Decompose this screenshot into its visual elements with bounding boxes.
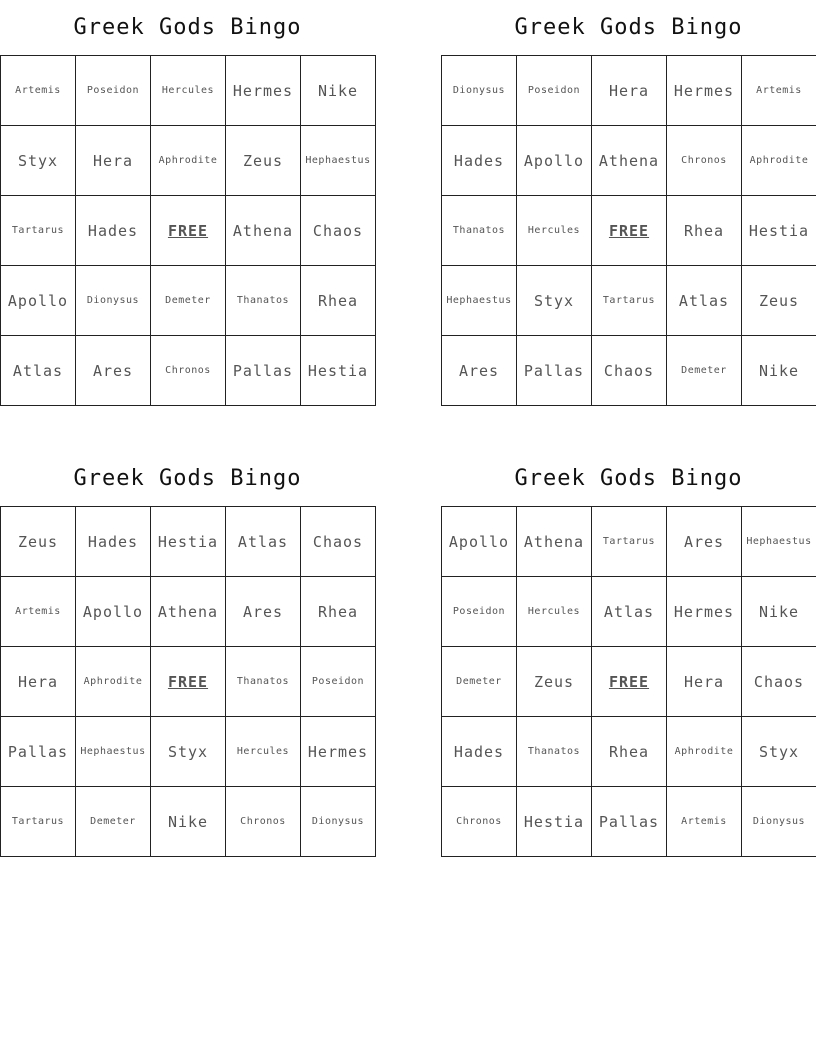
bingo-cell: Athena [592, 126, 667, 196]
bingo-cell: Atlas [667, 266, 742, 336]
bingo-cell: Demeter [442, 647, 517, 717]
bingo-cell: Chaos [742, 647, 816, 717]
card-title: Greek Gods Bingo [73, 466, 302, 491]
bingo-cell: Artemis [667, 787, 742, 857]
bingo-cell: Hera [76, 126, 151, 196]
bingo-cell: Thanatos [226, 647, 301, 717]
bingo-cell: Pallas [226, 336, 301, 406]
bingo-cell: Nike [742, 336, 816, 406]
bingo-cell: Athena [151, 577, 226, 647]
bingo-cell: Hera [592, 56, 667, 126]
bingo-cell: Hermes [667, 577, 742, 647]
bingo-cell: Rhea [301, 266, 376, 336]
bingo-cell: Chaos [301, 507, 376, 577]
bingo-row [1, 507, 376, 577]
bingo-cell: Rhea [667, 196, 742, 266]
bingo-cell: Ares [226, 577, 301, 647]
bingo-cell: Chronos [226, 787, 301, 857]
bingo-cell: Styx [517, 266, 592, 336]
free-space-cell: FREE [592, 196, 667, 266]
bingo-cell: Atlas [1, 336, 76, 406]
bingo-cell: Atlas [592, 577, 667, 647]
bingo-cell: Aphrodite [76, 647, 151, 717]
bingo-row [442, 56, 816, 126]
bingo-cell: Zeus [226, 126, 301, 196]
bingo-cell: Chronos [442, 787, 517, 857]
bingo-cell: Hestia [301, 336, 376, 406]
bingo-cell: Demeter [76, 787, 151, 857]
bingo-cell: Pallas [592, 787, 667, 857]
bingo-row [1, 717, 376, 787]
bingo-cell: Chaos [592, 336, 667, 406]
bingo-cell: Hephaestus [742, 507, 816, 577]
bingo-cell: Demeter [151, 266, 226, 336]
bingo-grid [0, 55, 376, 406]
bingo-cell: Athena [226, 196, 301, 266]
bingo-cell: Athena [517, 507, 592, 577]
bingo-cell: Tartarus [592, 507, 667, 577]
bingo-cell: Nike [742, 577, 816, 647]
bingo-cell: Zeus [517, 647, 592, 717]
bingo-cell: Zeus [1, 507, 76, 577]
card-title: Greek Gods Bingo [73, 15, 302, 40]
bingo-row [442, 717, 816, 787]
bingo-row [1, 56, 376, 126]
bingo-grid [441, 55, 816, 406]
bingo-cell: Hercules [226, 717, 301, 787]
bingo-row [1, 647, 376, 717]
bingo-cell: Nike [301, 56, 376, 126]
bingo-row [1, 126, 376, 196]
bingo-card-4 [441, 451, 816, 857]
bingo-cell: Zeus [742, 266, 816, 336]
bingo-cell: Apollo [442, 507, 517, 577]
free-space-cell: FREE [151, 647, 226, 717]
bingo-row [1, 787, 376, 857]
bingo-card-1 [0, 0, 375, 406]
bingo-grid [441, 506, 816, 857]
bingo-cell: Hera [667, 647, 742, 717]
bingo-row [442, 507, 816, 577]
bingo-cell: Chaos [301, 196, 376, 266]
bingo-row [1, 577, 376, 647]
bingo-cell: Chronos [667, 126, 742, 196]
bingo-cell: Hermes [226, 56, 301, 126]
bingo-cell: Hercules [517, 577, 592, 647]
bingo-cell: Pallas [1, 717, 76, 787]
bingo-cell: Hermes [667, 56, 742, 126]
bingo-cell: Thanatos [517, 717, 592, 787]
bingo-row [442, 266, 816, 336]
bingo-cell: Tartarus [1, 787, 76, 857]
bingo-row [1, 336, 376, 406]
bingo-row [1, 266, 376, 336]
bingo-cell: Ares [667, 507, 742, 577]
bingo-cell: Styx [151, 717, 226, 787]
bingo-cell: Hades [442, 126, 517, 196]
bingo-cell: Poseidon [517, 56, 592, 126]
bingo-cell: Nike [151, 787, 226, 857]
bingo-cell: Artemis [1, 577, 76, 647]
bingo-cell: Poseidon [301, 647, 376, 717]
bingo-cell: Hercules [151, 56, 226, 126]
bingo-cell: Styx [1, 126, 76, 196]
bingo-cell: Poseidon [76, 56, 151, 126]
bingo-cell: Aphrodite [667, 717, 742, 787]
bingo-card-2 [441, 0, 816, 406]
bingo-cell: Aphrodite [742, 126, 816, 196]
bingo-cell: Apollo [1, 266, 76, 336]
bingo-cell: Dionysus [76, 266, 151, 336]
bingo-cell: Dionysus [442, 56, 517, 126]
bingo-row [442, 126, 816, 196]
bingo-cell: Hestia [517, 787, 592, 857]
card-title: Greek Gods Bingo [514, 15, 743, 40]
bingo-cell: Atlas [226, 507, 301, 577]
bingo-cell: Rhea [301, 577, 376, 647]
bingo-cell: Apollo [76, 577, 151, 647]
bingo-row [442, 196, 816, 266]
bingo-cell: Hades [76, 196, 151, 266]
bingo-cell: Hestia [151, 507, 226, 577]
bingo-cell: Hephaestus [76, 717, 151, 787]
bingo-cell: Aphrodite [151, 126, 226, 196]
bingo-cell: Dionysus [742, 787, 816, 857]
bingo-cell: Tartarus [1, 196, 76, 266]
bingo-grid [0, 506, 376, 857]
bingo-cell: Hephaestus [442, 266, 517, 336]
bingo-cell: Hades [442, 717, 517, 787]
bingo-cell: Hestia [742, 196, 816, 266]
bingo-cell: Thanatos [442, 196, 517, 266]
bingo-cell: Demeter [667, 336, 742, 406]
bingo-row [442, 787, 816, 857]
bingo-cell: Thanatos [226, 266, 301, 336]
free-space-cell: FREE [151, 196, 226, 266]
bingo-cell: Tartarus [592, 266, 667, 336]
bingo-cell: Apollo [517, 126, 592, 196]
card-title: Greek Gods Bingo [514, 466, 743, 491]
bingo-row [442, 577, 816, 647]
bingo-cell: Styx [742, 717, 816, 787]
bingo-cell: Hephaestus [301, 126, 376, 196]
bingo-cell: Hera [1, 647, 76, 717]
bingo-cell: Poseidon [442, 577, 517, 647]
bingo-cell: Dionysus [301, 787, 376, 857]
bingo-cell: Chronos [151, 336, 226, 406]
bingo-row [1, 196, 376, 266]
bingo-cell: Rhea [592, 717, 667, 787]
bingo-cell: Hermes [301, 717, 376, 787]
bingo-cell: Hercules [517, 196, 592, 266]
bingo-row [442, 647, 816, 717]
bingo-cell: Ares [76, 336, 151, 406]
bingo-cell: Pallas [517, 336, 592, 406]
bingo-cell: Hades [76, 507, 151, 577]
bingo-cell: Ares [442, 336, 517, 406]
bingo-cell: Artemis [742, 56, 816, 126]
bingo-row [442, 336, 816, 406]
bingo-card-3 [0, 451, 375, 857]
free-space-cell: FREE [592, 647, 667, 717]
bingo-cell: Artemis [1, 56, 76, 126]
